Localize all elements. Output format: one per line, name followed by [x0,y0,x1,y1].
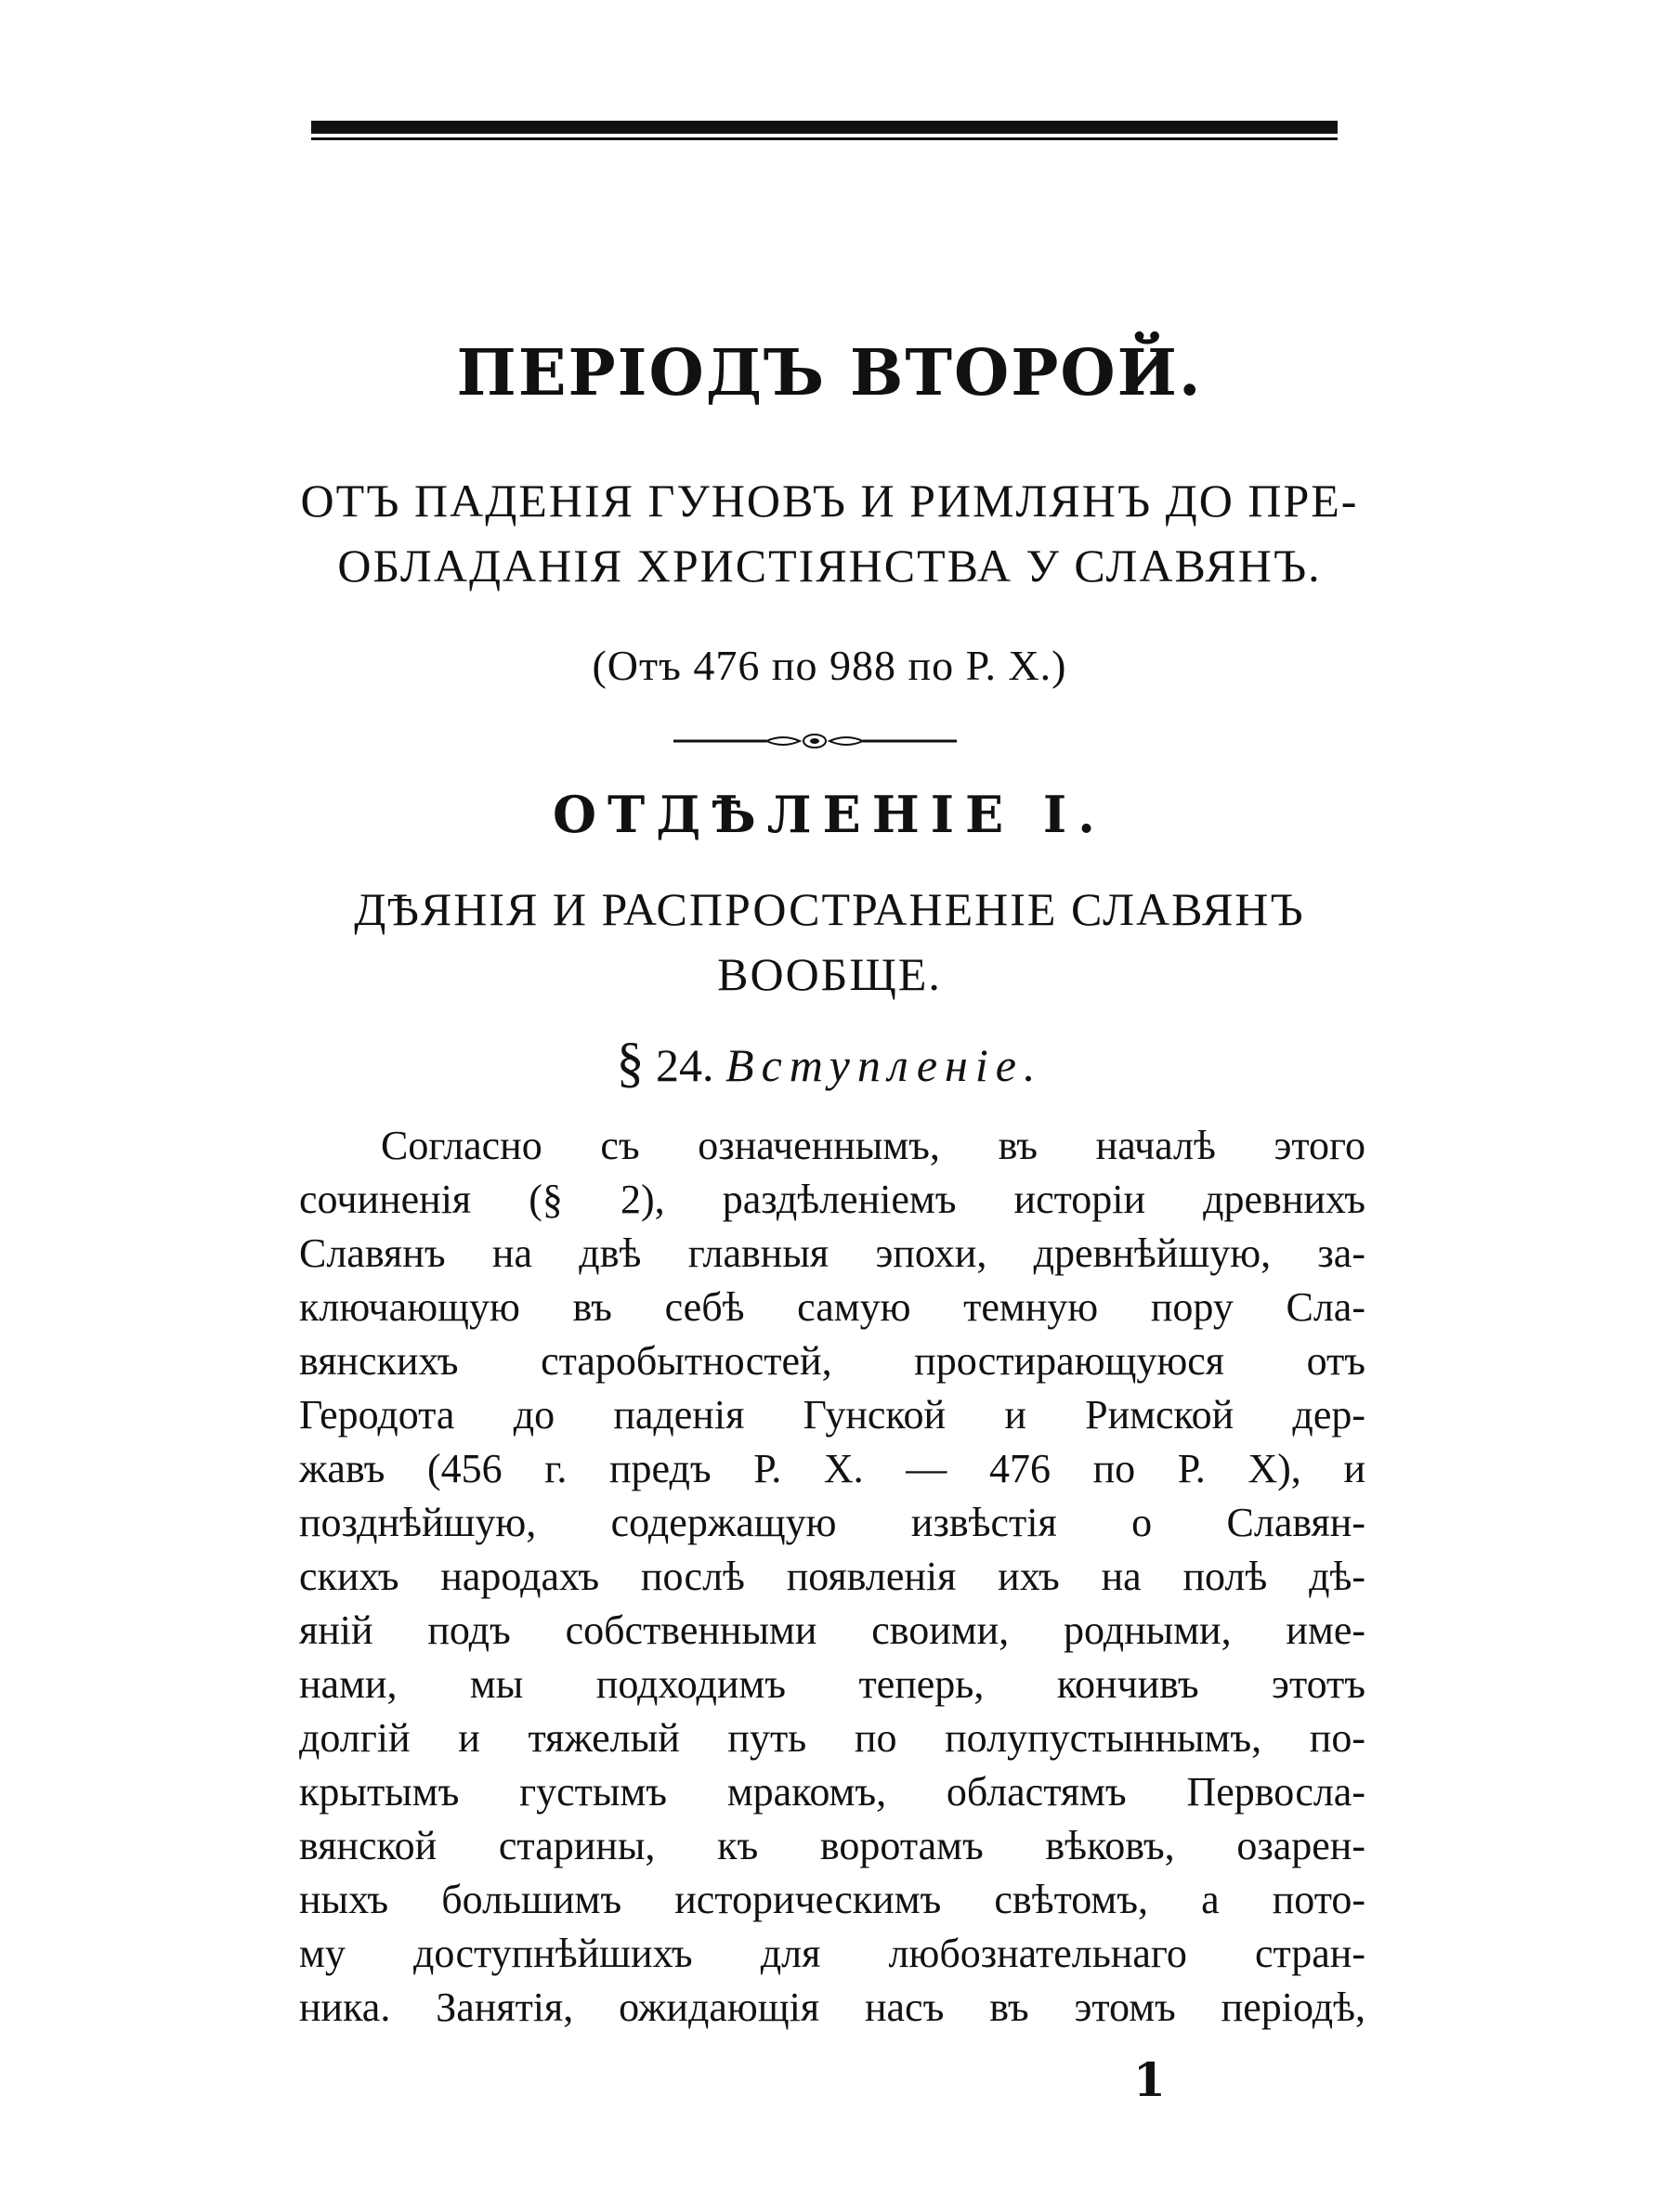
body-line: Согласно съ означеннымъ, въ началѣ этого [381,1123,1365,1168]
body-text [299,1119,1365,2035]
period-subtitle-line-1: ОТЪ ПАДЕНІЯ ГУНОВЪ И РИМЛЯНЪ ДО ПРЕ- [300,475,1359,527]
body-line: Геродота до паденія Гунской и Римской дер- [299,1392,1365,1438]
body-line: ключающую въ себѣ самую темную пору Сла- [299,1284,1365,1330]
body-line: позднѣйшую, содержащую извѣстія о Славян- [299,1500,1365,1545]
header-rule-thin [311,137,1338,140]
period-subtitle-line-2: ОБЛАДАНІЯ ХРИСТІЯНСТВА У СЛАВЯНЪ. [337,540,1322,592]
paragraph-number: 24. [656,1039,714,1091]
page-number: 1 [1133,2052,1166,2107]
body-line: ника. Занятія, ожидающія насъ въ этомъ періодѣ, [299,1984,1365,2030]
body-line: вянскихъ старобытностей, простирающуюся отъ [299,1338,1365,1384]
body-line: ныхъ большимъ историческимъ свѣтомъ, а пото- [299,1877,1365,1922]
header-rule-thick [311,121,1338,134]
body-line: му доступнѣйшихъ для любознательнаго стран- [299,1931,1365,1976]
period-title: ПЕРІОДЪ ВТОРОЙ. [456,336,1203,410]
body-line: жавъ (456 г. предъ Р. Х. — 476 по Р. Х), и [299,1446,1365,1491]
body-line: долгій и тяжелый путь по полупустыннымъ, по- [299,1715,1365,1761]
date-range: (Отъ 476 по 988 по Р. Х.) [592,642,1067,689]
header-double-rule [311,121,1338,140]
section-title: ОТДѢЛЕНІЕ I. [553,785,1106,844]
section-sign: § [616,1032,645,1093]
body-line: яній подъ собственными своими, родными, име- [299,1607,1365,1653]
paragraph-heading [0,1031,1659,1095]
ornament-divider [673,730,957,752]
section-subtitle-line-1: ДѢЯНІЯ И РАСПРОСТРАНЕНІЕ СЛАВЯНЪ [354,883,1305,935]
body-line: Славянъ на двѣ главныя эпохи, древнѣйшую, за- [299,1230,1365,1276]
body-line: крытымъ густымъ мракомъ, областямъ Первосла- [299,1769,1365,1815]
body-line: нами, мы подходимъ теперь, кончивъ этотъ [299,1661,1365,1707]
body-line: сочиненія (§ 2), раздѣленіемъ исторіи древнихъ [299,1177,1365,1222]
body-line: скихъ народахъ послѣ появленія ихъ на полѣ дѣ- [299,1554,1365,1599]
body-line: вянской старины, къ воротамъ вѣковъ, озарен- [299,1823,1365,1868]
section-subtitle-line-2: ВООБЩЕ. [717,948,942,1000]
paragraph-heading-word: Вступленіе. [725,1039,1043,1091]
